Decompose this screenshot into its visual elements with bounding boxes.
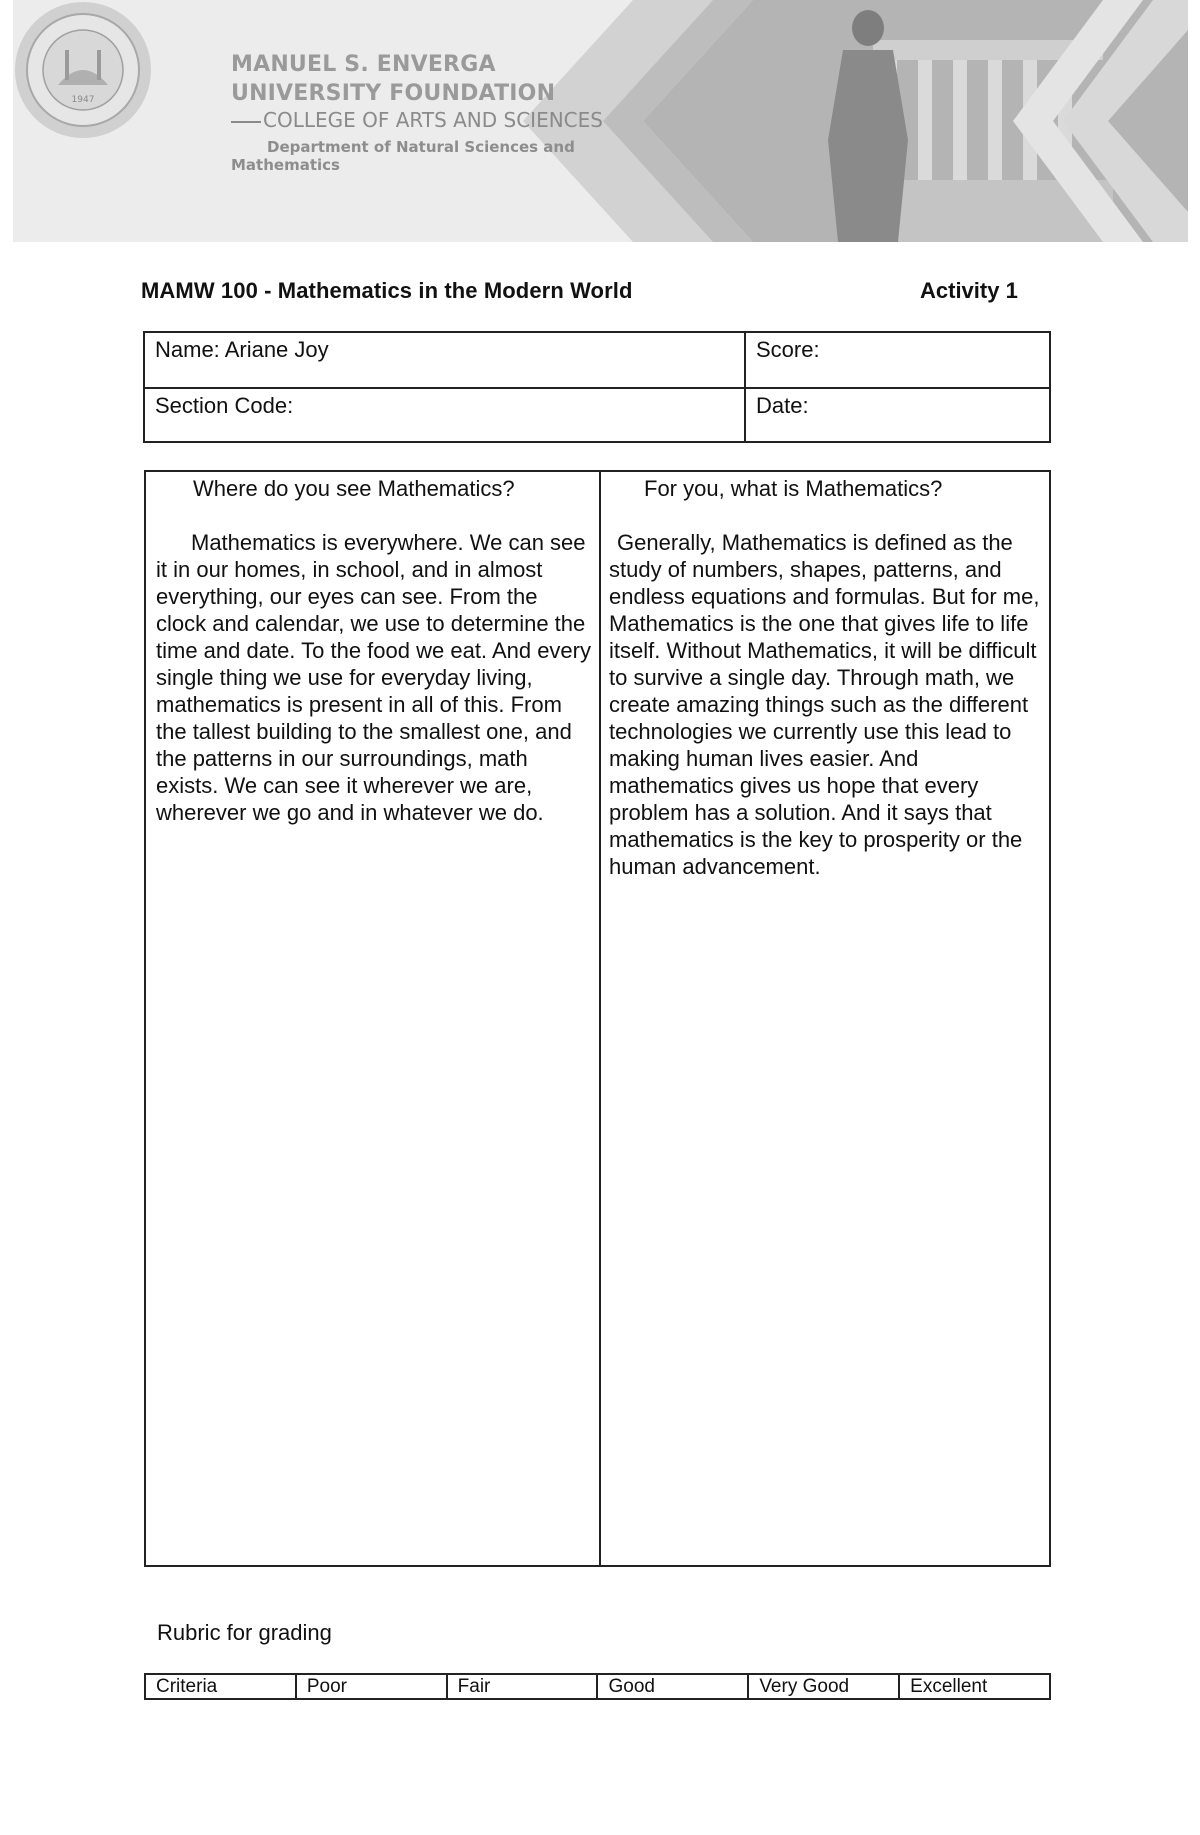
header-banner: [13, 0, 1188, 242]
rubric-title: Rubric for grading: [157, 1620, 332, 1645]
rubric-header-row: [145, 1674, 1050, 1699]
left-answer: Mathematics is everywhere. We can see it in our homes, in school, and in almost everything, our eyes can see. From the clock and calendar, we use to determine the time and date. To the food we eat. And every single thing we use for everyday living, mathematics is present in all of this. From the tallest building to the smallest one, and the patterns in our surroundings, math exists. We can see it wherever we are, wherever we go and in whatever we do.: [156, 530, 591, 825]
course-title: MAMW 100 - Mathematics in the Modern World: [141, 278, 633, 303]
section-code-field: Section Code:: [155, 393, 294, 418]
score-field: Score:: [756, 337, 820, 362]
right-question: For you, what is Mathematics?: [644, 476, 943, 501]
college-name-text: COLLEGE OF ARTS AND SCIENCES: [263, 108, 603, 132]
university-name-line1: MANUEL S. ENVERGA: [231, 52, 496, 77]
activity-label: Activity 1: [920, 278, 1018, 303]
university-name-line2: UNIVERSITY FOUNDATION: [231, 81, 556, 106]
rubric-column-criteria: Criteria: [145, 1674, 296, 1699]
department-name-text: Department of Natural Sciences and Mathematics: [231, 138, 575, 174]
university-text-block: [231, 50, 611, 174]
college-name: [231, 108, 611, 132]
rubric-column-poor: Poor: [296, 1674, 447, 1699]
university-seal: [13, 0, 153, 140]
rubric-column-very-good: Very Good: [748, 1674, 899, 1699]
rubric-column-good: Good: [597, 1674, 748, 1699]
right-answer: Generally, Mathematics is defined as the study of numbers, shapes, patterns, and endless equations and formulas. But for me, Mathematics is the one that gives life to life itself. Without Mathematics, it will be difficult to survive a single day. Through math, we create amazing things such as the different technologies we currently use this lead to making human lives easier. And mathematics gives us hope that every problem has a solution. And it says that mathematics is the key to prosperity or the human advancement.: [609, 530, 1040, 879]
left-question: Where do you see Mathematics?: [193, 476, 515, 501]
rubric-column-fair: Fair: [447, 1674, 598, 1699]
date-field: Date:: [756, 393, 809, 418]
seal-year: 1947: [71, 95, 95, 105]
right-answer-column: [609, 472, 1045, 880]
department-name: [231, 138, 611, 174]
answers-column-divider: [599, 472, 601, 1565]
rubric-column-excellent: Excellent: [899, 1674, 1050, 1699]
rubric-table: [144, 1673, 1051, 1700]
name-field: Name: Ariane Joy: [155, 337, 329, 362]
left-answer-column: [156, 472, 592, 826]
student-info-table: [143, 331, 1051, 443]
answers-table: [144, 470, 1051, 1567]
